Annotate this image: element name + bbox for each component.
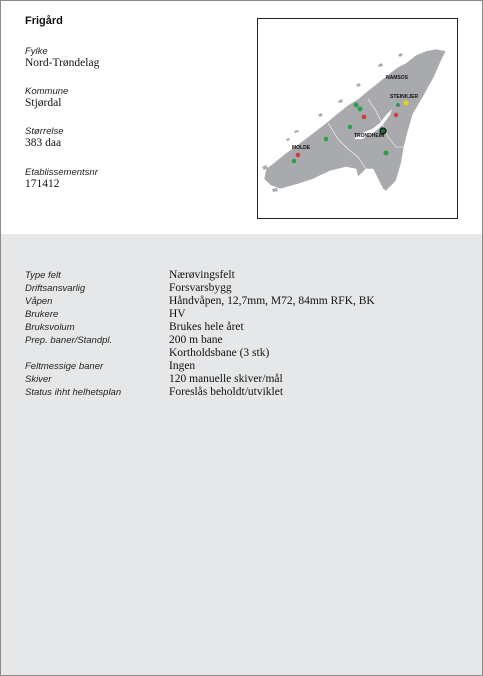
trondelag-landmass [264, 49, 446, 191]
property-row [25, 347, 465, 360]
site-marker-green [348, 125, 353, 130]
location-map [257, 18, 458, 219]
site-marker-green [354, 103, 359, 108]
field-value: 383 daa [25, 137, 62, 149]
property-label: Brukere [25, 309, 59, 320]
property-value: Foreslås beholdt/utviklet [169, 386, 284, 398]
town-steinkjer: STEINKJER [390, 94, 419, 100]
property-row [25, 269, 465, 282]
property-row [25, 373, 465, 386]
property-value: Ingen [169, 360, 196, 372]
property-label: Driftsansvarlig [25, 283, 86, 294]
field-label: Etablissementsnr [25, 167, 98, 178]
property-row [25, 360, 465, 373]
site-marker-red [394, 113, 398, 117]
property-value: Håndvåpen, 12,7mm, M72, 84mm RFK, BK [169, 295, 375, 307]
property-row [25, 295, 465, 308]
property-label: Type felt [25, 270, 61, 281]
property-label: Status ihht helhetsplan [25, 387, 122, 398]
header-section [1, 1, 482, 234]
property-value: 200 m bane [169, 334, 223, 346]
property-value: Kortholdsbane (3 stk) [169, 347, 270, 359]
field-value: 171412 [25, 178, 60, 190]
site-marker-green [384, 151, 389, 156]
property-label: Skiver [25, 374, 52, 385]
trondelag-map-svg [258, 19, 457, 218]
site-marker-green [396, 103, 400, 107]
property-value: Brukes hele året [169, 321, 244, 333]
field-fylke [25, 46, 99, 69]
property-value: 120 manuelle skiver/mål [169, 373, 283, 385]
site-title: Frigård [25, 15, 63, 27]
town-molde: MOLDE [292, 145, 311, 151]
property-value: HV [169, 308, 186, 320]
town-trondheim: TRONDHEIM [354, 133, 385, 139]
property-row [25, 386, 465, 399]
field-value: Nord-Trøndelag [25, 57, 100, 69]
property-value: Nærøvingsfelt [169, 269, 235, 281]
properties-table [25, 269, 465, 399]
field-label: Størrelse [25, 126, 64, 137]
site-marker-green [324, 137, 329, 142]
property-label: Prep. baner/Standpl. [25, 335, 113, 346]
property-value: Forsvarsbygg [169, 282, 232, 294]
property-row [25, 282, 465, 295]
site-marker-green [292, 159, 297, 164]
field-etablissementsnr [25, 167, 98, 190]
site-marker-red [296, 153, 301, 158]
field-label: Fylke [25, 46, 48, 57]
property-label: Våpen [25, 296, 53, 307]
site-marker-yellow [404, 101, 409, 106]
property-label: Bruksvolum [25, 322, 75, 333]
property-row [25, 334, 465, 347]
site-marker-red [362, 115, 367, 120]
property-row [25, 308, 465, 321]
field-value: Stjørdal [25, 97, 62, 109]
property-row [25, 321, 465, 334]
field-kommune [25, 86, 68, 109]
site-marker-green [358, 107, 363, 112]
town-namsos: NAMSOS [386, 75, 408, 81]
field-storrelse [25, 126, 64, 149]
field-label: Kommune [25, 86, 69, 97]
property-label: Feltmessige baner [25, 361, 104, 372]
